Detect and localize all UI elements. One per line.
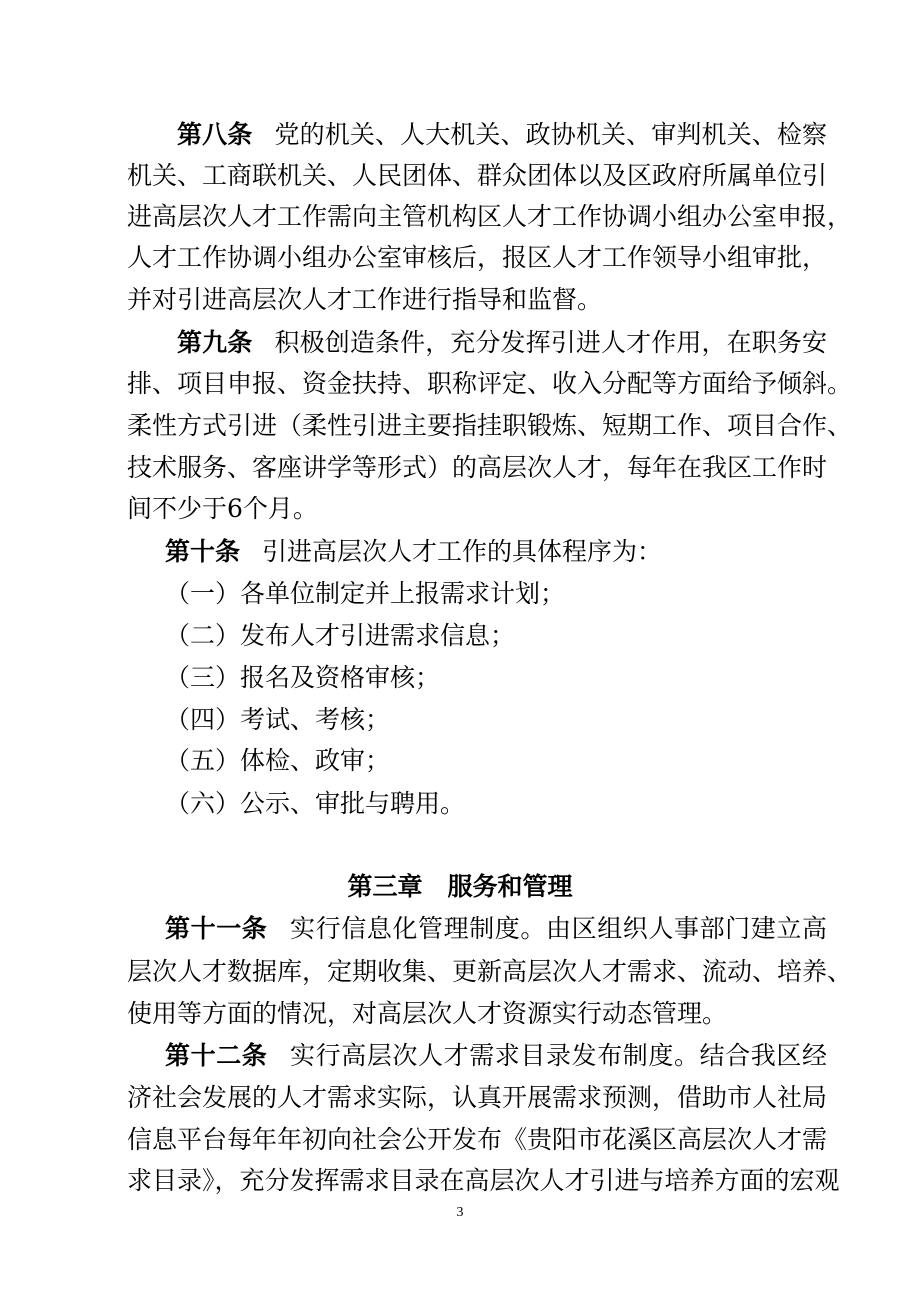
article-8-heading: 第八条 [177, 120, 253, 149]
article-12-line-4: 求目录》，充分发挥需求目录在高层次人才引进与培养方面的宏观 [127, 1166, 840, 1195]
chapter-heading: 第三章 服务和管理 [347, 872, 573, 901]
article-8-line-3: 进高层次人才工作需向主管机构区人才工作协调小组办公室申报， [127, 202, 853, 231]
article-9-line-4: 技术服务、客座讲学等形式）的高层次人才，每年在我区工作时 [127, 453, 828, 482]
article-8-line-4: 人才工作协调小组办公室审核后，报区人才工作领导小组审批， [127, 243, 828, 272]
procedure-item: （五）体检、政审； [165, 746, 391, 775]
procedure-item: （一）各单位制定并上报需求计划； [165, 579, 566, 608]
page-number: 3 [456, 1205, 464, 1220]
article-9-heading: 第九条 [177, 328, 253, 357]
article-9-line-3: 柔性方式引进（柔性引进主要指挂职锻炼、短期工作、项目合作、 [127, 411, 853, 440]
article-12-line-1: 第十二条 实行高层次人才需求目录发布制度。结合我区经 [165, 1041, 827, 1070]
article-12-line-3: 信息平台每年年初向社会公开发布《贵阳市花溪区高层次人才需 [127, 1125, 828, 1154]
article-11-line-1: 第十一条 实行信息化管理制度。由区组织人事部门建立高 [165, 914, 827, 943]
procedure-item: （三）报名及资格审核； [165, 663, 441, 692]
article-11-line-2: 层次人才数据库，定期收集、更新高层次人才需求、流动、培养、 [127, 957, 853, 986]
procedure-item: （二）发布人才引进需求信息； [165, 621, 516, 650]
article-9-line-5: 间不少于6个月。 [127, 494, 318, 523]
procedure-item: （六）公示、审批与聘用。 [165, 789, 466, 818]
article-10-line-1: 第十条 引进高层次人才工作的具体程序为： [165, 537, 663, 566]
article-11-heading: 第十一条 [165, 914, 268, 943]
procedure-item: （四）考试、考核； [165, 705, 391, 734]
article-8-line-1: 第八条 党的机关、人大机关、政协机关、审判机关、检察 [177, 120, 827, 149]
article-10-heading: 第十条 [165, 537, 241, 566]
article-12-heading: 第十二条 [165, 1041, 268, 1070]
article-8-line-5: 并对引进高层次人才工作进行指导和监督。 [127, 285, 603, 314]
article-8-line-2: 机关、工商联机关、人民团体、群众团体以及区政府所属单位引 [127, 161, 828, 190]
article-9-line-2: 排、项目申报、资金扶持、职称评定、收入分配等方面给予倾斜。 [127, 369, 853, 398]
article-9-line-1: 第九条 积极创造条件，充分发挥引进人才作用，在职务安 [177, 328, 827, 357]
article-12-line-2: 济社会发展的人才需求实际，认真开展需求预测，借助市人社局 [127, 1083, 828, 1112]
article-11-line-3: 使用等方面的情况，对高层次人才资源实行动态管理。 [127, 999, 728, 1028]
